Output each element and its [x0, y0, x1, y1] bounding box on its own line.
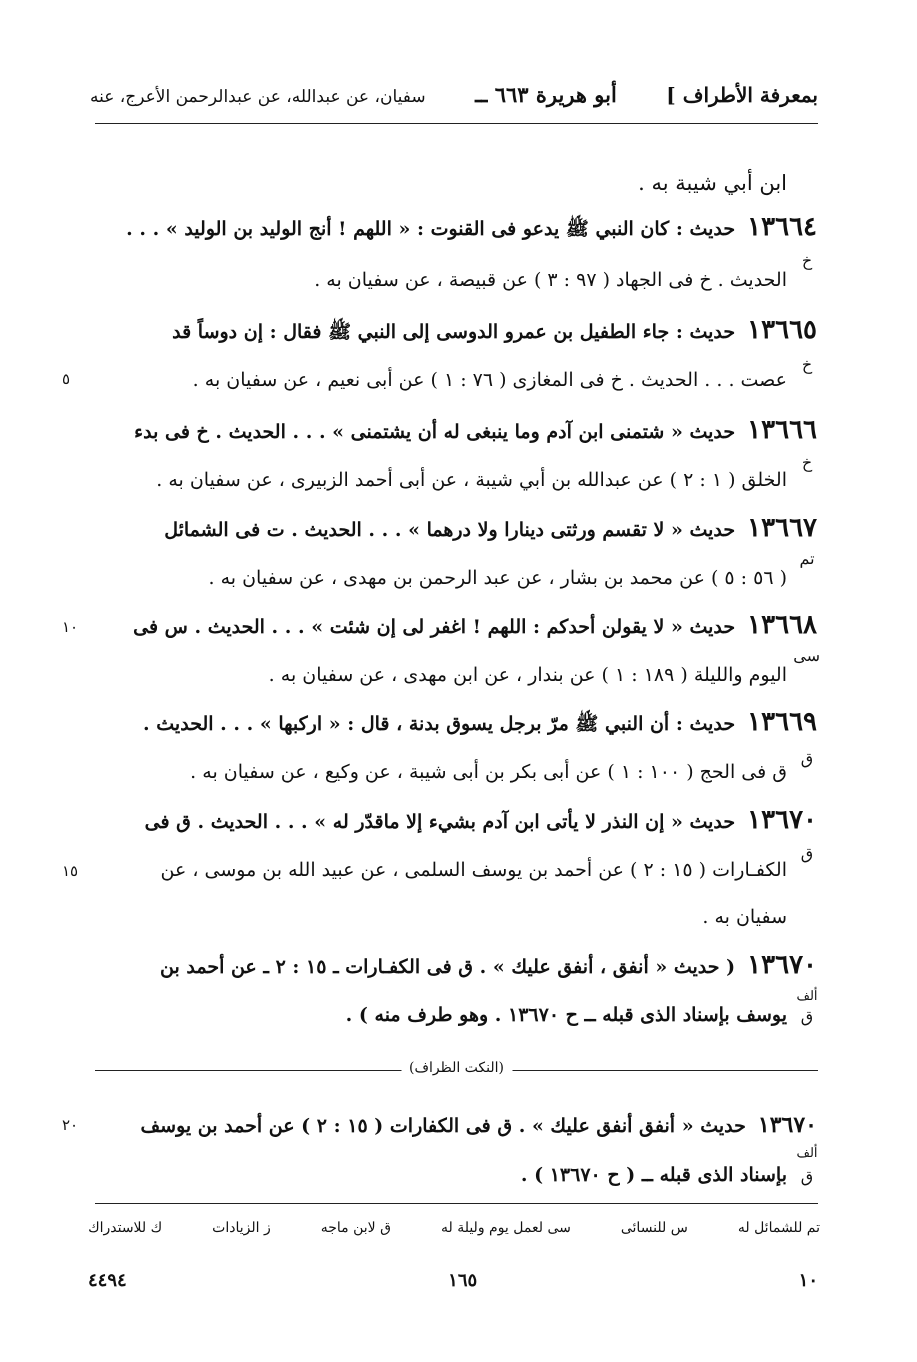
header-rule	[95, 123, 818, 124]
line-number: ٥	[62, 370, 71, 388]
entry-text: حديث « لا يقولن أحدكم : اللهم ! اغفر لى إن شئت » . . . الحديث . س فى	[133, 616, 736, 638]
margin-symbol: ق	[800, 1167, 814, 1186]
page-footer	[88, 1270, 818, 1291]
entry-text: حديث : أن النبي ﷺ مرّ برجل يسوق بدنة ، قال : « اركبها » . . . الحديث .	[143, 713, 736, 735]
entry-continuation: الحديث . خ فى الجهاد ( ٩٧ : ٣ ) عن قبيصة ، عن سفيان به .	[314, 269, 787, 291]
legend-item: تم للشمائل له	[737, 1220, 820, 1236]
entry-number: ١٣٦٦٧	[747, 513, 817, 543]
header-title: بمعرفة الأطراف ]	[666, 83, 818, 107]
entry-number: ١٣٦٦٥	[747, 315, 817, 345]
entry-number: ١٣٦٦٦	[747, 415, 817, 445]
entry-text: حديث : كان النبي ﷺ يدعو فى القنوت : « اللهم ! أنج الوليد بن الوليد » . . .	[126, 218, 736, 240]
entry-text: حديث « شتمنى ابن آدم وما ينبغى له أن يشتمنى » . . . الحديث . خ فى بدء	[134, 421, 736, 443]
entry-text: حديث « إن النذر لا يأتى ابن آدم بشيء إلا ماقدّر له » . . . الحديث . ق فى	[144, 811, 736, 833]
legend-item: ز الزيادات	[212, 1220, 271, 1236]
entry-line	[95, 212, 817, 244]
entry-continuation: الخلق ( ١ : ٢ ) عن عبدالله بن أبي شيبة ، عن أبى أحمد الزبيرى ، عن سفيان به .	[156, 469, 787, 491]
entry-number: ١٣٦٦٨	[747, 610, 817, 640]
entry-text: حديث « أنفق أنفق عليك » . ق فى الكفارات ( ١٥ : ٢ ) عن أحمد بن يوسف	[140, 1115, 746, 1137]
margin-symbol: خ	[801, 355, 813, 374]
margin-symbol: ق	[800, 1007, 814, 1026]
nukat-line	[95, 1110, 817, 1141]
intro-line: ابن أبي شيبة به .	[638, 171, 787, 195]
entry-line	[95, 610, 817, 642]
footnote-rule	[95, 1203, 818, 1204]
entry-number: ١٣٦٧٠	[747, 805, 817, 835]
header-chain: سفيان، عن عبدالله، عن عبدالرحمن الأعرج، عنه	[90, 87, 426, 107]
running-header	[90, 82, 818, 118]
line-number: ١٠	[62, 618, 79, 636]
section-divider	[95, 1060, 818, 1080]
entry-line	[95, 950, 817, 982]
legend-item: ق لابن ماجه	[320, 1220, 391, 1236]
legend-item: س للنسائى	[620, 1220, 688, 1236]
margin-symbol: سى	[793, 646, 820, 665]
entry-continuation: يوسف بإسناد الذى قبله ــ ح ١٣٦٧٠ . وهو طرف منه ) .	[345, 1004, 787, 1026]
divider-label: (النكت الظراف)	[401, 1060, 512, 1076]
entry-continuation: ق فى الحج ( ١٠٠ : ١ ) عن أبى بكر بن أبى شيبة ، عن وكيع ، عن سفيان به .	[190, 761, 787, 783]
margin-symbol: تم	[799, 549, 815, 568]
entry-number: ١٣٦٧٠	[757, 1112, 817, 1138]
line-number: ٢٠	[62, 1116, 79, 1134]
entry-number: ١٣٦٦٩	[747, 707, 817, 737]
volume-number: ١٠	[798, 1270, 818, 1291]
entry-continuation: اليوم والليلة ( ١٨٩ : ١ ) عن بندار ، عن ابن مهدى ، عن سفيان به .	[268, 664, 787, 686]
entry-number: ١٣٦٧٠	[747, 950, 817, 980]
margin-symbol: خ	[801, 453, 813, 472]
entry-continuation: سفيان به .	[702, 906, 787, 928]
entry-continuation: الكفـارات ( ١٥ : ٢ ) عن أحمد بن يوسف السلمى ، عن عبيد الله بن موسى ، عن	[160, 859, 787, 881]
nukat-continuation: بإسناد الذى قبله ــ ( ح ١٣٦٧٠ ) .	[520, 1164, 787, 1186]
sigla-legend	[88, 1220, 820, 1236]
entry-continuation: ( ٥٦ : ٥ ) عن محمد بن بشار ، عن عبد الرحمن بن مهدى ، عن سفيان به .	[208, 567, 787, 589]
header-section: أبو هريرة ٦٦٣ ــ	[475, 82, 617, 107]
line-number: ١٥	[62, 862, 79, 880]
margin-symbol: خ	[801, 251, 813, 270]
entry-number: ١٣٦٦٤	[747, 212, 817, 242]
entry-text: ( حديث « أنفق ، أنفق عليك » . ق فى الكفـارات ـ ١٥ : ٢ ـ عن أحمد بن	[160, 956, 736, 978]
entry-line	[95, 315, 817, 347]
entry-line	[95, 707, 817, 739]
entry-text: حديث « لا تقسم ورثتى دينارا ولا درهما » . . . الحديث . ت فى الشمائل	[164, 519, 736, 541]
entry-continuation: عصت . . . الحديث . خ فى المغازى ( ٧٦ : ١ ) عن أبى نعيم ، عن سفيان به .	[192, 369, 787, 391]
margin-symbol-top: ألف	[796, 1146, 818, 1161]
margin-symbol-top: ألف	[796, 989, 818, 1004]
legend-item: ك للاستدراك	[88, 1220, 163, 1236]
entry-text: حديث : جاء الطفيل بن عمرو الدوسى إلى النبي ﷺ فقال : إن دوساً قد	[172, 321, 736, 343]
entry-line	[95, 415, 817, 447]
legend-item: سى لعمل يوم وليلة له	[440, 1220, 571, 1236]
entry-line	[95, 805, 817, 837]
margin-symbol: ق	[800, 844, 814, 863]
entry-line	[95, 513, 817, 545]
margin-symbol: ق	[800, 749, 814, 768]
print-number: ٤٤٩٤	[88, 1270, 127, 1291]
page-number: ١٦٥	[448, 1270, 478, 1291]
